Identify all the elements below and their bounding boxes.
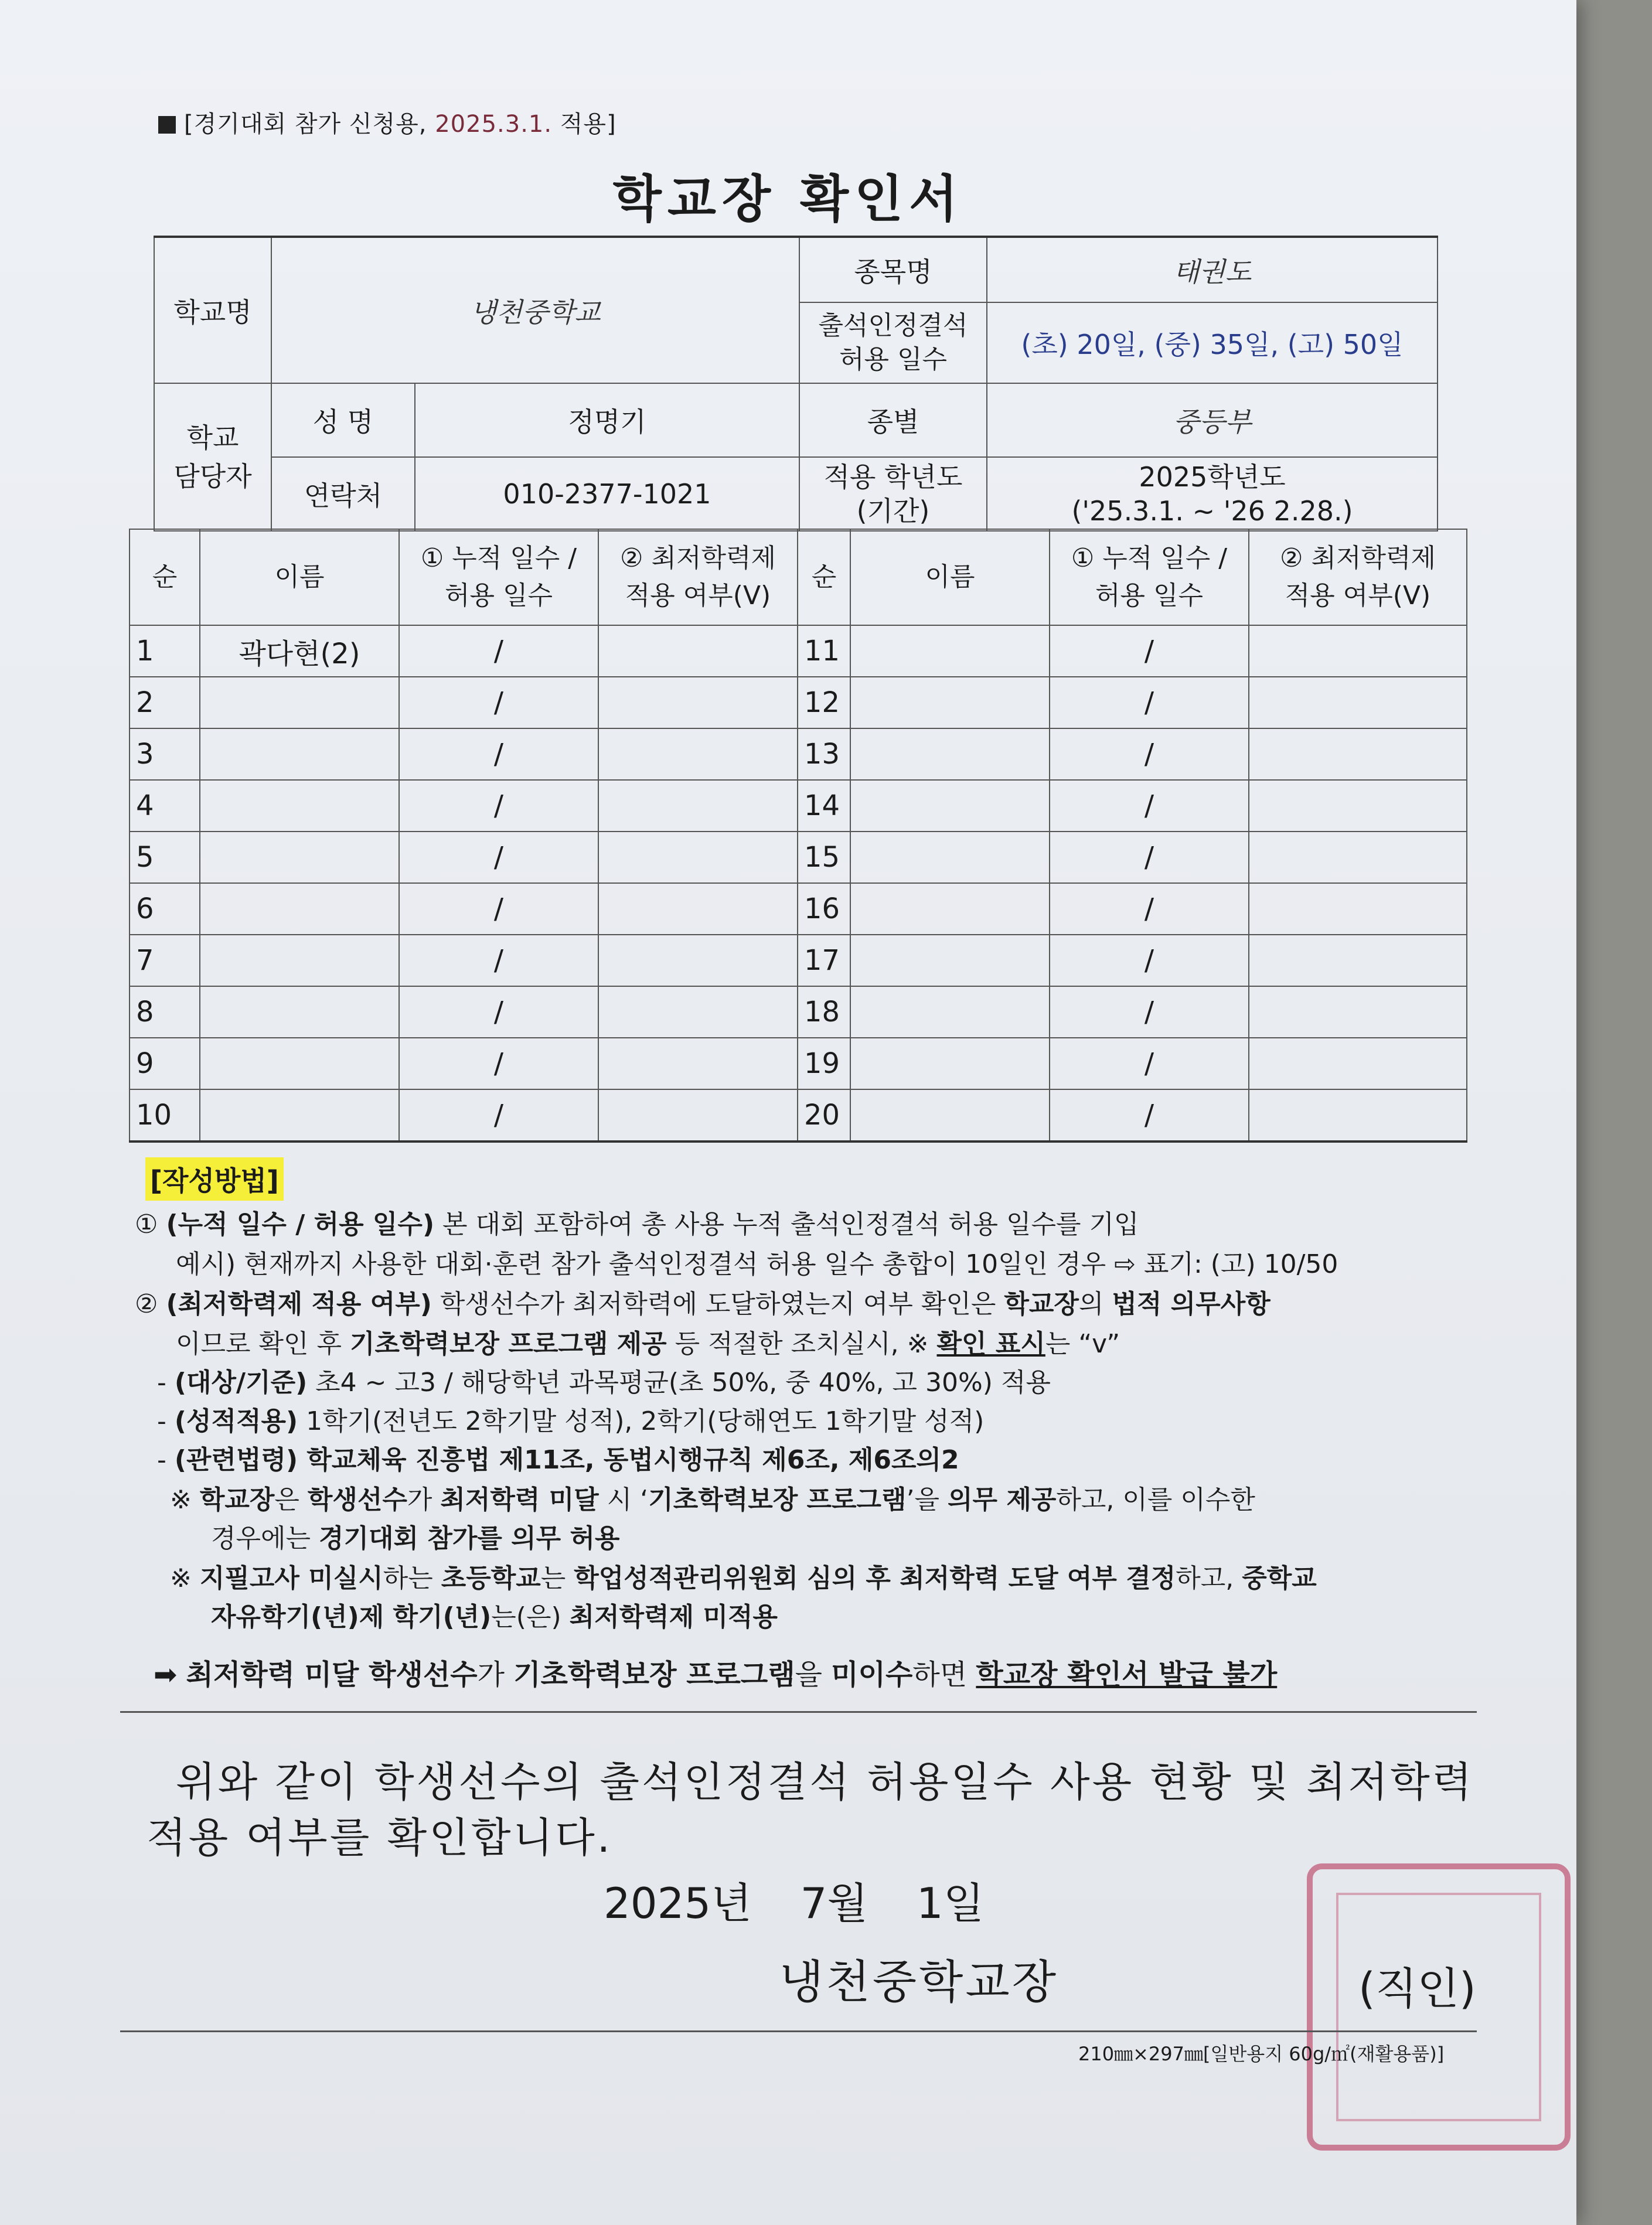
cumulative-days: / (399, 883, 598, 935)
student-name (200, 986, 399, 1038)
row-number: 17 (798, 935, 850, 986)
min-academic-check (1249, 625, 1467, 677)
school-staff-label-line1: 학교 (186, 422, 239, 454)
cumulative-days: / (399, 780, 598, 832)
school-year-value: 2025학년도 (1139, 461, 1286, 493)
min-academic-check (1249, 1089, 1467, 1142)
col-header-min-academic-line2-left: 적용 여부(V) (625, 581, 771, 611)
student-name (200, 935, 399, 986)
row-number: 2 (130, 677, 200, 728)
student-name: 곽다현(2) (200, 625, 399, 677)
min-academic-check (598, 780, 798, 832)
student-name (200, 780, 399, 832)
allowed-absence-value: (초) 20일, (중) 35일, (고) 50일 (987, 302, 1438, 383)
col-header-name-right: 이름 (850, 529, 1050, 625)
instruction-note-2-line2: 자유학기(년)제 학기(년)는(은) 최저학력제 미적용 (211, 1602, 778, 1632)
footer-divider-line (120, 2030, 1477, 2032)
instruction-note-1-line2: 경우에는 경기대회 참가를 의무 허용 (211, 1524, 620, 1553)
school-year-label-line1: 적용 학년도 (823, 461, 963, 493)
row-number: 7 (130, 935, 200, 986)
student-name (850, 1038, 1050, 1089)
allowed-absence-label-line1: 출석인정결석 (818, 311, 968, 340)
row-number: 15 (798, 832, 850, 883)
school-name-label: 학교명 (154, 237, 271, 383)
table-row (130, 986, 1467, 1038)
col-header-cumulative-line1-right: ① 누적 일수 / (1071, 543, 1228, 573)
student-name (200, 1089, 399, 1142)
col-header-cumulative-line2-right: 허용 일수 (1095, 581, 1203, 611)
cumulative-days: / (399, 1089, 598, 1142)
closing-statement-line2: 적용 여부를 확인합니다. (147, 1814, 612, 1862)
instruction-2-line2: 이므로 확인 후 기초학력보장 프로그램 제공 등 적절한 조치실시, ※ 확인 표시는 “v” (176, 1329, 1120, 1359)
division-label: 종별 (799, 383, 987, 457)
cumulative-days: / (399, 1038, 598, 1089)
form-usage-note: [경기대회 참가 신청용, 2025.3.1. 적용] (158, 105, 616, 139)
student-name (850, 677, 1050, 728)
document-title: 학교장 확인서 (612, 170, 964, 229)
table-row (130, 625, 1467, 677)
col-header-no-right: 순 (798, 529, 850, 625)
cumulative-days: / (399, 625, 598, 677)
min-academic-check (598, 625, 798, 677)
row-number: 6 (130, 883, 200, 935)
allowed-absence-label-line2: 허용 일수 (839, 345, 947, 374)
row-number: 16 (798, 883, 850, 935)
row-number: 20 (798, 1089, 850, 1142)
min-academic-check (1249, 883, 1467, 935)
col-header-cumulative-line2-left: 허용 일수 (444, 581, 553, 611)
seal-label: (직인) (1358, 1964, 1476, 2014)
col-header-min-academic-line1-left: ② 최저학력제 (620, 543, 776, 573)
row-number: 13 (798, 728, 850, 780)
table-row (130, 832, 1467, 883)
cumulative-days: / (1050, 935, 1249, 986)
principal-signature: 냉천중학교장 (779, 1956, 1059, 2009)
row-number: 8 (130, 986, 200, 1038)
school-info-table (154, 236, 1438, 531)
student-roster-table (129, 529, 1467, 1143)
instructions-title: [작성방법] (145, 1157, 284, 1201)
table-row (130, 883, 1467, 935)
cumulative-days: / (399, 832, 598, 883)
table-row (130, 1089, 1467, 1142)
cumulative-days: / (1050, 832, 1249, 883)
cumulative-days: / (1050, 728, 1249, 780)
min-academic-check (1249, 935, 1467, 986)
closing-statement-line1: 위와 같이 학생선수의 출석인정결석 허용일수 사용 현황 및 최저학력 (176, 1758, 1474, 1806)
cumulative-days: / (1050, 986, 1249, 1038)
row-number: 4 (130, 780, 200, 832)
student-name (200, 883, 399, 935)
min-academic-check (1249, 780, 1467, 832)
student-name (850, 625, 1050, 677)
cumulative-days: / (399, 728, 598, 780)
instruction-2-line1: ② (최저학력제 적용 여부) 학생선수가 최저학력에 도달하였는지 여부 확인은 학교장의 법적 의무사항 (135, 1289, 1270, 1319)
min-academic-check (598, 986, 798, 1038)
cumulative-days: / (399, 986, 598, 1038)
student-name (200, 677, 399, 728)
min-academic-check (598, 1038, 798, 1089)
min-academic-check (1249, 1038, 1467, 1089)
issuance-warning: ➡ 최저학력 미달 학생선수가 기초학력보장 프로그램을 미이수하면 학교장 확인서 발급 불가 (154, 1658, 1278, 1691)
student-name (850, 780, 1050, 832)
cumulative-days: / (1050, 1038, 1249, 1089)
cumulative-days: / (1050, 883, 1249, 935)
row-number: 10 (130, 1089, 200, 1142)
instruction-grades-applied: - (성적적용) 1학기(전년도 2학기말 성적), 2학기(당해연도 1학기말 성적) (157, 1406, 985, 1436)
student-name (850, 728, 1050, 780)
min-academic-check (1249, 832, 1467, 883)
sport-label: 종목명 (799, 237, 987, 302)
cumulative-days: / (1050, 780, 1249, 832)
row-number: 9 (130, 1038, 200, 1089)
col-header-no-left: 순 (130, 529, 200, 625)
row-number: 1 (130, 625, 200, 677)
min-academic-check (598, 832, 798, 883)
min-academic-check (598, 728, 798, 780)
table-row (130, 1038, 1467, 1089)
student-name (850, 883, 1050, 935)
col-header-min-academic-line2-right: 적용 여부(V) (1285, 581, 1431, 611)
student-name (850, 986, 1050, 1038)
student-name (200, 1038, 399, 1089)
instruction-note-2-line1: ※ 지필고사 미실시하는 초등학교는 학업성적관리위원회 심의 후 최저학력 도달 여부 결정하고, 중학교 (170, 1563, 1317, 1593)
instruction-note-1-line1: ※ 학교장은 학생선수가 최저학력 미달 시 ‘기초학력보장 프로그램’을 의무 제공하고, 이를 이수한 (170, 1485, 1255, 1515)
contact-value: 010-2377-1021 (415, 457, 799, 531)
table-row (130, 780, 1467, 832)
cumulative-days: / (1050, 625, 1249, 677)
row-number: 12 (798, 677, 850, 728)
division-value: 중등부 (987, 383, 1438, 457)
min-academic-check (598, 1089, 798, 1142)
student-name (850, 935, 1050, 986)
min-academic-check (1249, 677, 1467, 728)
table-row (130, 677, 1467, 728)
col-header-min-academic-line1-right: ② 최저학력제 (1280, 543, 1436, 573)
student-name (850, 832, 1050, 883)
instruction-target-criteria: - (대상/기준) 초4 ~ 고3 / 해당학년 과목평균(초 50%, 중 40%, 고 30%) 적용 (157, 1368, 1051, 1398)
school-year-period: ('25.3.1. ~ '26 2.28.) (1071, 495, 1353, 527)
min-academic-check (1249, 728, 1467, 780)
col-header-name-left: 이름 (200, 529, 399, 625)
cumulative-days: / (399, 677, 598, 728)
instruction-related-laws: - (관련법령) 학교체육 진흥법 제11조, 동법시행규칙 제6조, 제6조의2 (157, 1445, 959, 1475)
issue-date: 2025년 7월 1일 (604, 1879, 985, 1928)
paper-spec: 210㎜×297㎜[일반용지 60g/㎡(재활용품)] (1078, 2043, 1445, 2065)
row-number: 19 (798, 1038, 850, 1089)
staff-name-label: 성 명 (271, 383, 415, 457)
instruction-1-line1: ① (누적 일수 / 허용 일수) 본 대회 포함하여 총 사용 누적 출석인정결석 허용 일수를 기입 (135, 1209, 1139, 1239)
row-number: 3 (130, 728, 200, 780)
min-academic-check (598, 935, 798, 986)
sport-value: 태권도 (987, 237, 1438, 302)
square-bullet-icon (158, 116, 176, 134)
min-academic-check (1249, 986, 1467, 1038)
row-number: 14 (798, 780, 850, 832)
cumulative-days: / (399, 935, 598, 986)
row-number: 5 (130, 832, 200, 883)
contact-label: 연락처 (271, 457, 415, 531)
row-number: 11 (798, 625, 850, 677)
table-row (130, 935, 1467, 986)
school-staff-label-line2: 담당자 (173, 461, 252, 492)
min-academic-check (598, 883, 798, 935)
arrow-box-icon: ➡ (154, 1658, 178, 1691)
col-header-cumulative-line1-left: ① 누적 일수 / (420, 543, 577, 573)
instruction-1-example: 예시) 현재까지 사용한 대회·훈련 참가 출석인정결석 허용 일수 총합이 10일인 경우 ⇨ 표기: (고) 10/50 (176, 1249, 1338, 1279)
staff-name-value: 정명기 (415, 383, 799, 457)
student-name (200, 832, 399, 883)
school-year-label-line2: (기간) (856, 495, 930, 527)
student-name (850, 1089, 1050, 1142)
min-academic-check (598, 677, 798, 728)
student-name (200, 728, 399, 780)
cumulative-days: / (1050, 1089, 1249, 1142)
table-row (130, 728, 1467, 780)
school-name-value: 냉천중학교 (271, 237, 799, 383)
divider-line (120, 1711, 1477, 1713)
row-number: 18 (798, 986, 850, 1038)
cumulative-days: / (1050, 677, 1249, 728)
